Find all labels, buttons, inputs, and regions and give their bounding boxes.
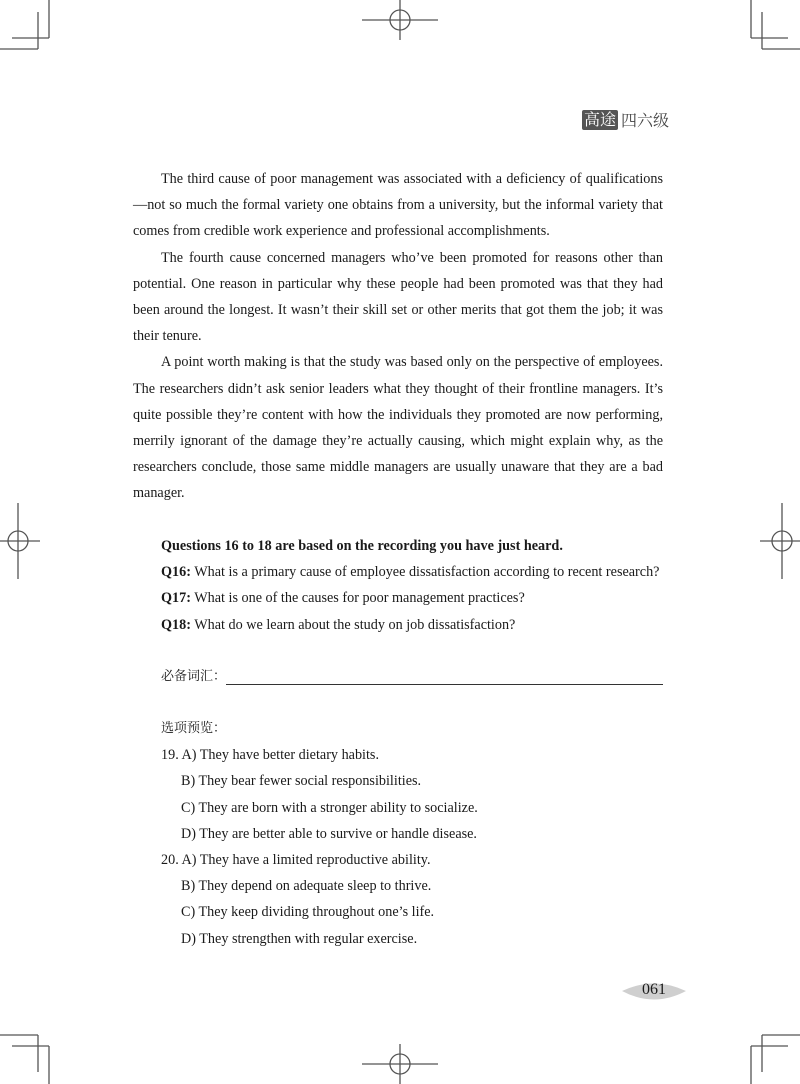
vocab-label: 必备词汇： <box>161 669 227 684</box>
question-text: What is a primary cause of employee dissatisfaction according to recent research? <box>190 564 660 581</box>
option-line: C) They are born with a stronger ability to socialize. <box>181 799 478 816</box>
question-text: What is one of the causes for poor management practices? <box>190 590 525 607</box>
question-text: What do we learn about the study on job dissatisfaction? <box>190 616 516 633</box>
option-line: C) They keep dividing throughout one’s life. <box>181 904 435 921</box>
page-number-badge <box>622 978 686 1006</box>
options-preview <box>161 716 478 952</box>
option-line: D) They strengthen with regular exercise. <box>181 930 418 947</box>
vocab-blank-line <box>226 664 663 685</box>
brand-logo-text: 四六级 <box>621 111 670 130</box>
brand-header <box>582 108 669 131</box>
option-line: 19. A) They have better dietary habits. <box>161 747 380 764</box>
paragraph: The third cause of poor management was associated with a deficiency of qualifications—not so much the formal variety one obtains from a university, but the informal variety that comes from credible work experience and professional accomplishments. <box>133 171 663 240</box>
option-line: B) They depend on adequate sleep to thrive. <box>181 878 432 895</box>
question-number: Q17: <box>161 590 191 607</box>
vocab-field <box>161 664 663 690</box>
question-item <box>161 559 659 585</box>
passage <box>133 166 663 507</box>
option-line: D) They are better able to survive or handle disease. <box>181 825 477 842</box>
questions-section <box>161 533 659 638</box>
paragraph: The fourth cause concerned managers who’ve been promoted for reasons other than potential. One reason in particular why these people had been promoted was that they had been around the longest. It wasn’t their skill set or other merits that got them the job; it was their tenure. <box>133 249 663 345</box>
options-title: 选项预览： <box>161 721 227 736</box>
option-line: B) They bear fewer social responsibilities. <box>181 773 422 790</box>
paragraph: A point worth making is that the study was based only on the perspective of employees. The researchers didn’t ask senior leaders what they thought of their frontline managers. It’s quite possible they’re content with how the individuals they promoted are now performing, merrily ignorant of the damage they’re actually causing, which might explain why, as the researchers conclude, those same middle managers are usually unaware that they are a bad manager. <box>133 354 663 502</box>
page-number: 061 <box>642 981 666 998</box>
question-item <box>161 585 659 611</box>
option-line: 20. A) They have a limited reproductive ability. <box>161 852 431 869</box>
question-number: Q16: <box>161 564 191 581</box>
brand-logo-box: 高途 <box>584 109 617 129</box>
question-number: Q18: <box>161 616 191 633</box>
question-item <box>161 612 659 638</box>
questions-heading: Questions 16 to 18 are based on the recording you have just heard. <box>161 538 563 554</box>
